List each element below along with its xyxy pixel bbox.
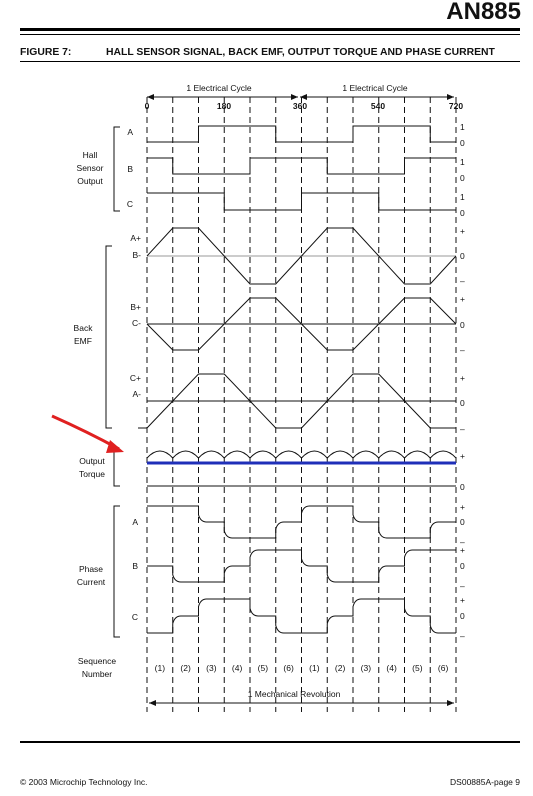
degree-360: 360 [292,101,308,111]
hall-signal-a: A [127,127,133,137]
sequence-number-6: (6) [283,663,294,673]
phase-label-1: Phase [78,564,104,574]
hall-c-waveform [147,193,456,210]
hall-a-level-0: 0 [460,138,465,148]
emf-label-c-minus: C- [132,318,141,328]
hall-label-1: Hall [82,150,98,160]
figure-number: FIGURE 7: [20,47,72,58]
phase-label-2: Current [76,577,106,587]
emf-bc-plus: + [460,294,465,304]
hall-b-level-0: 0 [460,173,465,183]
phase-bracket [114,506,120,637]
phase-b-minus: – [460,581,465,591]
emf-ca-minus: – [460,424,465,434]
phase-b-plus: + [460,545,465,555]
sequence-number-10: (4) [386,663,397,673]
emf-bc-minus: – [460,345,465,355]
degree-720: 720 [448,101,464,111]
sequence-label-1: Sequence [77,656,117,666]
sequence-number-12: (6) [437,663,449,673]
sequence-number-11: (5) [412,663,423,673]
emf-label-c-plus: C+ [129,373,141,383]
hall-label-3: Output [77,176,103,186]
degree-0: 0 [144,101,150,111]
emf-label-a-minus: A- [132,389,141,399]
phase-a-plus: + [460,502,465,512]
phase-c-plus: + [460,595,465,605]
phase-grid-lines [144,97,456,712]
hall-signal-c: C [126,199,133,209]
emf-ca-plus: + [460,373,465,383]
footer-page-number: DS00885A-page 9 [450,777,520,787]
degree-180: 180 [216,101,232,111]
hall-signal-b: B [127,164,133,174]
phase-a-minus: – [460,537,465,547]
hall-c-level-0: 0 [460,208,465,218]
hall-bracket [114,127,120,211]
hall-b-level-1: 1 [460,157,465,167]
hall-c-level-1: 1 [460,192,465,202]
sequence-label-2: Number [81,669,113,679]
figure-title: HALL SENSOR SIGNAL, BACK EMF, OUTPUT TORQUE AND PHASE CURRENT [106,47,495,58]
pointer-arrow [52,416,124,453]
sequence-number-1: (1) [154,663,166,673]
torque-bracket [114,451,120,486]
emf-label-1: Back [73,323,93,333]
footer-copyright: © 2003 Microchip Technology Inc. [20,777,148,787]
phase-signal-c: C [131,612,138,622]
emf-label-a-plus: A+ [130,233,141,243]
phase-c-minus: – [460,631,465,641]
emf-bc-zero: 0 [460,320,465,330]
emf-ab-plus: + [460,226,465,236]
mech-revolution-label: 1 Mechanical Revolution [247,689,341,699]
phase-signal-a: A [132,517,138,527]
torque-plus: + [460,451,465,461]
footer-rule [20,741,520,743]
emf-label-b-plus: B+ [130,302,141,312]
emf-ab-minus: – [460,276,465,286]
emf-ca-zero: 0 [460,398,465,408]
document-id: AN885 [446,0,521,25]
phase-c-zero: 0 [460,611,465,621]
torque-label-1: Output [79,456,105,466]
sequence-number-4: (4) [231,663,243,673]
torque-label-2: Torque [79,469,105,479]
sequence-number-7: (1) [309,663,320,673]
emf-label-2: EMF [74,336,92,346]
phase-b-zero: 0 [460,561,465,571]
sequence-number-9: (3) [360,663,372,673]
emf-ab-zero: 0 [460,251,465,261]
sequence-number-8: (2) [334,663,346,673]
hall-a-level-1: 1 [460,122,465,132]
torque-zero: 0 [460,482,465,492]
degree-540: 540 [370,101,386,111]
cycle-label-2: 1 Electrical Cycle [342,83,408,93]
emf-label-b-minus: B- [132,250,141,260]
phase-a-zero: 0 [460,517,465,527]
sequence-number-5: (5) [257,663,269,673]
cycle-label-1: 1 Electrical Cycle [186,83,252,93]
sequence-number-2: (2) [180,663,191,673]
hall-label-2: Sensor [76,163,104,173]
phase-signal-b: B [132,561,138,571]
sequence-number-3: (3) [206,663,217,673]
emf-bracket [106,246,112,428]
waveforms [138,126,456,633]
